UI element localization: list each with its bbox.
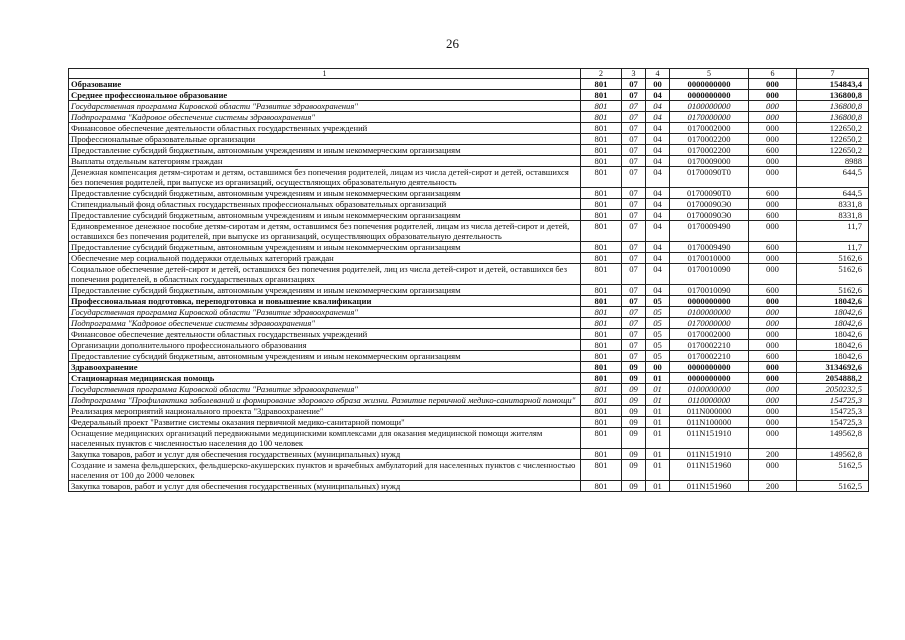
row-expense-type-cell: 000: [749, 264, 797, 285]
row-section-cell: 07: [622, 79, 646, 90]
row-subsection-cell: 04: [646, 210, 670, 221]
row-amount-cell: 2050232,5: [797, 384, 869, 395]
row-code-cell: 801: [581, 112, 622, 123]
row-subsection-cell: 04: [646, 101, 670, 112]
table-row: [69, 460, 869, 481]
row-section-cell: 07: [622, 318, 646, 329]
row-expense-type-cell: 000: [749, 253, 797, 264]
row-code-cell: 801: [581, 406, 622, 417]
row-section-cell: 09: [622, 384, 646, 395]
row-section-cell: 07: [622, 296, 646, 307]
row-subsection-cell: 04: [646, 112, 670, 123]
row-subsection-cell: 01: [646, 373, 670, 384]
row-section-cell: 09: [622, 417, 646, 428]
table-row: [69, 79, 869, 90]
row-expense-type-cell: 600: [749, 285, 797, 296]
table-row: [69, 449, 869, 460]
row-expense-type-cell: 000: [749, 199, 797, 210]
row-code-cell: 801: [581, 351, 622, 362]
row-name-cell: Подпрограмма "Профилактика заболеваний и формирование здорового образа жизни. Развитие первичной медико-санитарной помощи": [69, 395, 581, 406]
row-name-cell: Государственная программа Кировской области "Развитие здравоохранения": [69, 101, 581, 112]
row-code-cell: 801: [581, 318, 622, 329]
table-row: [69, 210, 869, 221]
row-target-article-cell: 011N151960: [670, 460, 749, 481]
header-row: [69, 69, 869, 79]
row-amount-cell: 154725,3: [797, 406, 869, 417]
row-amount-cell: 136800,8: [797, 90, 869, 101]
row-section-cell: 07: [622, 134, 646, 145]
row-target-article-cell: 01700090Э0: [670, 199, 749, 210]
row-name-cell: Создание и замена фельдшерских, фельдшерско-акушерских пунктов и врачебных амбулаторий для населенных пунктов с численностью населения от 100 до 2000 человек: [69, 460, 581, 481]
row-name-cell: Подпрограмма "Кадровое обеспечение системы здравоохранения": [69, 112, 581, 123]
row-subsection-cell: 04: [646, 221, 670, 242]
row-amount-cell: 5162,5: [797, 460, 869, 481]
row-subsection-cell: 04: [646, 264, 670, 285]
row-name-cell: Федеральный проект "Развитие системы оказания первичной медико-санитарной помощи": [69, 417, 581, 428]
row-amount-cell: 122650,2: [797, 145, 869, 156]
row-expense-type-cell: 000: [749, 417, 797, 428]
row-expense-type-cell: 000: [749, 134, 797, 145]
row-amount-cell: 122650,2: [797, 134, 869, 145]
row-amount-cell: 11,7: [797, 221, 869, 242]
row-target-article-cell: 0170009000: [670, 156, 749, 167]
row-expense-type-cell: 000: [749, 384, 797, 395]
column-header: 6: [749, 69, 797, 79]
column-header: 7: [797, 69, 869, 79]
row-expense-type-cell: 200: [749, 449, 797, 460]
row-name-cell: Предоставление субсидий бюджетным, автономным учреждениям и иным некоммерческим организациям: [69, 242, 581, 253]
row-code-cell: 801: [581, 362, 622, 373]
table-row: [69, 362, 869, 373]
table-row: [69, 318, 869, 329]
row-amount-cell: 18042,6: [797, 296, 869, 307]
row-code-cell: 801: [581, 384, 622, 395]
row-expense-type-cell: 000: [749, 221, 797, 242]
row-amount-cell: 2054888,2: [797, 373, 869, 384]
row-code-cell: 801: [581, 264, 622, 285]
row-target-article-cell: 0170009490: [670, 242, 749, 253]
row-amount-cell: 18042,6: [797, 340, 869, 351]
table-row: [69, 428, 869, 449]
row-subsection-cell: 00: [646, 362, 670, 373]
row-section-cell: 09: [622, 406, 646, 417]
table-row: [69, 351, 869, 362]
row-expense-type-cell: 000: [749, 362, 797, 373]
row-subsection-cell: 01: [646, 384, 670, 395]
row-amount-cell: 8988: [797, 156, 869, 167]
row-code-cell: 801: [581, 481, 622, 492]
table-row: [69, 417, 869, 428]
row-target-article-cell: 0000000000: [670, 79, 749, 90]
page-number: 26: [446, 36, 459, 51]
row-amount-cell: 18042,6: [797, 307, 869, 318]
row-code-cell: 801: [581, 428, 622, 449]
row-expense-type-cell: 000: [749, 373, 797, 384]
row-name-cell: Профессиональные образовательные организации: [69, 134, 581, 145]
row-subsection-cell: 01: [646, 428, 670, 449]
table-row: [69, 101, 869, 112]
row-subsection-cell: 05: [646, 307, 670, 318]
row-target-article-cell: 0170009490: [670, 221, 749, 242]
row-target-article-cell: 0170010000: [670, 253, 749, 264]
row-subsection-cell: 04: [646, 123, 670, 134]
row-amount-cell: 5162,5: [797, 481, 869, 492]
table-row: [69, 123, 869, 134]
row-section-cell: 09: [622, 373, 646, 384]
row-amount-cell: 18042,6: [797, 318, 869, 329]
row-amount-cell: 136800,8: [797, 112, 869, 123]
row-section-cell: 07: [622, 210, 646, 221]
row-code-cell: 801: [581, 449, 622, 460]
row-code-cell: 801: [581, 145, 622, 156]
row-expense-type-cell: 000: [749, 428, 797, 449]
row-code-cell: 801: [581, 307, 622, 318]
row-amount-cell: 149562,8: [797, 428, 869, 449]
table-row: [69, 253, 869, 264]
row-section-cell: 07: [622, 264, 646, 285]
row-code-cell: 801: [581, 296, 622, 307]
row-amount-cell: 5162,6: [797, 285, 869, 296]
row-code-cell: 801: [581, 417, 622, 428]
row-name-cell: Организации дополнительного профессионального образования: [69, 340, 581, 351]
row-name-cell: Среднее профессиональное образование: [69, 90, 581, 101]
row-target-article-cell: 0100000000: [670, 307, 749, 318]
row-subsection-cell: 04: [646, 188, 670, 199]
row-expense-type-cell: 600: [749, 188, 797, 199]
row-expense-type-cell: 000: [749, 296, 797, 307]
row-expense-type-cell: 000: [749, 167, 797, 188]
table-row: [69, 296, 869, 307]
table-row: [69, 199, 869, 210]
row-name-cell: Единовременное денежное пособие детям-сиротам и детям, оставшимся без попечения родителей, лицам из числа детей-сирот и детей, оставшихся без попечения родителей, при выпуске из организаций, осуществляющих образовательную деятельность: [69, 221, 581, 242]
row-code-cell: 801: [581, 253, 622, 264]
row-expense-type-cell: 000: [749, 90, 797, 101]
row-section-cell: 07: [622, 167, 646, 188]
table-row: [69, 221, 869, 242]
row-subsection-cell: 05: [646, 340, 670, 351]
table-row: [69, 242, 869, 253]
row-amount-cell: 122650,2: [797, 123, 869, 134]
row-section-cell: 09: [622, 449, 646, 460]
row-subsection-cell: 00: [646, 79, 670, 90]
row-expense-type-cell: 000: [749, 460, 797, 481]
row-name-cell: Выплаты отдельным категориям граждан: [69, 156, 581, 167]
row-expense-type-cell: 000: [749, 406, 797, 417]
row-target-article-cell: 0000000000: [670, 362, 749, 373]
row-name-cell: Обеспечение мер социальной поддержки отдельных категорий граждан: [69, 253, 581, 264]
row-name-cell: Социальное обеспечение детей-сирот и детей, оставшихся без попечения родителей, лиц из числа детей-сирот и детей, оставшихся без попечения родителей, в областных государственных организациях: [69, 264, 581, 285]
row-name-cell: Денежная компенсация детям-сиротам и детям, оставшимся без попечения родителей, лицам из числа детей-сирот и детей, оставшихся без попечения родителей, при выпуске из организаций, осуществляющих образовательную деятельность: [69, 167, 581, 188]
table-row: [69, 395, 869, 406]
table-row: [69, 307, 869, 318]
row-amount-cell: 8331,8: [797, 199, 869, 210]
row-amount-cell: 644,5: [797, 167, 869, 188]
row-section-cell: 07: [622, 101, 646, 112]
row-name-cell: Закупка товаров, работ и услуг для обеспечения государственных (муниципальных) нужд: [69, 481, 581, 492]
table-row: [69, 340, 869, 351]
row-expense-type-cell: 600: [749, 145, 797, 156]
table-row: [69, 156, 869, 167]
row-amount-cell: 3134692,6: [797, 362, 869, 373]
row-code-cell: 801: [581, 373, 622, 384]
row-subsection-cell: 05: [646, 351, 670, 362]
column-header: 3: [622, 69, 646, 79]
row-expense-type-cell: 000: [749, 123, 797, 134]
row-code-cell: 801: [581, 101, 622, 112]
row-subsection-cell: 01: [646, 460, 670, 481]
row-subsection-cell: 04: [646, 253, 670, 264]
budget-table: [68, 68, 869, 492]
row-target-article-cell: 0170002000: [670, 329, 749, 340]
row-target-article-cell: 0170000000: [670, 318, 749, 329]
row-subsection-cell: 04: [646, 145, 670, 156]
row-subsection-cell: 04: [646, 242, 670, 253]
row-section-cell: 09: [622, 460, 646, 481]
table-row: [69, 373, 869, 384]
row-name-cell: Финансовое обеспечение деятельности областных государственных учреждений: [69, 123, 581, 134]
column-header: 4: [646, 69, 670, 79]
row-code-cell: 801: [581, 460, 622, 481]
table-row: [69, 285, 869, 296]
row-target-article-cell: 0170002210: [670, 340, 749, 351]
row-section-cell: 07: [622, 123, 646, 134]
row-target-article-cell: 011N100000: [670, 417, 749, 428]
row-expense-type-cell: 000: [749, 340, 797, 351]
row-amount-cell: 136800,8: [797, 101, 869, 112]
table-row: [69, 112, 869, 123]
row-code-cell: 801: [581, 79, 622, 90]
row-name-cell: Здравоохранение: [69, 362, 581, 373]
row-subsection-cell: 01: [646, 481, 670, 492]
row-code-cell: 801: [581, 210, 622, 221]
row-section-cell: 07: [622, 307, 646, 318]
row-name-cell: Стационарная медицинская помощь: [69, 373, 581, 384]
row-target-article-cell: 01700090Т0: [670, 188, 749, 199]
row-code-cell: 801: [581, 134, 622, 145]
row-code-cell: 801: [581, 188, 622, 199]
row-code-cell: 801: [581, 221, 622, 242]
row-section-cell: 09: [622, 362, 646, 373]
row-name-cell: Предоставление субсидий бюджетным, автономным учреждениям и иным некоммерческим организациям: [69, 188, 581, 199]
row-amount-cell: 18042,6: [797, 351, 869, 362]
row-name-cell: Профессиональная подготовка, переподготовка и повышение квалификации: [69, 296, 581, 307]
row-subsection-cell: 05: [646, 329, 670, 340]
row-expense-type-cell: 000: [749, 307, 797, 318]
table-row: [69, 406, 869, 417]
row-subsection-cell: 01: [646, 406, 670, 417]
row-target-article-cell: 0000000000: [670, 373, 749, 384]
row-name-cell: Предоставление субсидий бюджетным, автономным учреждениям и иным некоммерческим организациям: [69, 351, 581, 362]
table-row: [69, 167, 869, 188]
table-row: [69, 188, 869, 199]
row-expense-type-cell: 000: [749, 101, 797, 112]
row-section-cell: 07: [622, 90, 646, 101]
row-name-cell: Стипендиальный фонд областных государственных профессиональных образовательных организаций: [69, 199, 581, 210]
row-expense-type-cell: 600: [749, 210, 797, 221]
row-subsection-cell: 05: [646, 296, 670, 307]
row-name-cell: Подпрограмма "Кадровое обеспечение системы здравоохранения": [69, 318, 581, 329]
row-code-cell: 801: [581, 285, 622, 296]
row-code-cell: 801: [581, 329, 622, 340]
row-section-cell: 07: [622, 340, 646, 351]
row-name-cell: Оснащение медицинских организаций передвижными медицинскими комплексами для оказания медицинской помощи жителям населенных пунктов с численностью населения до 100 человек: [69, 428, 581, 449]
row-target-article-cell: 011N151910: [670, 428, 749, 449]
row-name-cell: Предоставление субсидий бюджетным, автономным учреждениям и иным некоммерческим организациям: [69, 285, 581, 296]
row-amount-cell: 18042,6: [797, 329, 869, 340]
row-target-article-cell: 0110000000: [670, 395, 749, 406]
row-target-article-cell: 011N151960: [670, 481, 749, 492]
row-amount-cell: 154725,3: [797, 395, 869, 406]
row-section-cell: 07: [622, 351, 646, 362]
row-amount-cell: 5162,6: [797, 253, 869, 264]
column-header: 5: [670, 69, 749, 79]
row-section-cell: 09: [622, 395, 646, 406]
row-subsection-cell: 04: [646, 134, 670, 145]
row-amount-cell: 11,7: [797, 242, 869, 253]
table-row: [69, 90, 869, 101]
row-subsection-cell: 01: [646, 417, 670, 428]
row-name-cell: Предоставление субсидий бюджетным, автономным учреждениям и иным некоммерческим организациям: [69, 210, 581, 221]
row-name-cell: Государственная программа Кировской области "Развитие здравоохранения": [69, 384, 581, 395]
row-amount-cell: 149562,8: [797, 449, 869, 460]
column-header: 1: [69, 69, 581, 79]
table-row: [69, 134, 869, 145]
row-expense-type-cell: 000: [749, 112, 797, 123]
row-name-cell: Реализация мероприятий национального проекта "Здравоохранение": [69, 406, 581, 417]
row-name-cell: Государственная программа Кировской области "Развитие здравоохранения": [69, 307, 581, 318]
row-subsection-cell: 04: [646, 90, 670, 101]
table-row: [69, 145, 869, 156]
row-subsection-cell: 04: [646, 285, 670, 296]
column-header: 2: [581, 69, 622, 79]
row-section-cell: 07: [622, 112, 646, 123]
row-section-cell: 07: [622, 145, 646, 156]
row-expense-type-cell: 200: [749, 481, 797, 492]
row-code-cell: 801: [581, 156, 622, 167]
row-section-cell: 07: [622, 285, 646, 296]
row-amount-cell: 5162,6: [797, 264, 869, 285]
row-target-article-cell: 011N151910: [670, 449, 749, 460]
row-target-article-cell: 0170002200: [670, 145, 749, 156]
row-target-article-cell: 011N000000: [670, 406, 749, 417]
row-subsection-cell: 04: [646, 167, 670, 188]
row-expense-type-cell: 000: [749, 329, 797, 340]
row-target-article-cell: 0000000000: [670, 90, 749, 101]
row-name-cell: Предоставление субсидий бюджетным, автономным учреждениям и иным некоммерческим организациям: [69, 145, 581, 156]
row-target-article-cell: 0170002000: [670, 123, 749, 134]
row-subsection-cell: 05: [646, 318, 670, 329]
table-row: [69, 264, 869, 285]
row-target-article-cell: 0100000000: [670, 384, 749, 395]
row-section-cell: 09: [622, 481, 646, 492]
row-target-article-cell: 0170002210: [670, 351, 749, 362]
row-expense-type-cell: 000: [749, 318, 797, 329]
row-target-article-cell: 0100000000: [670, 101, 749, 112]
row-name-cell: Закупка товаров, работ и услуг для обеспечения государственных (муниципальных) нужд: [69, 449, 581, 460]
row-section-cell: 07: [622, 329, 646, 340]
row-subsection-cell: 01: [646, 449, 670, 460]
row-target-article-cell: 01700090Э0: [670, 210, 749, 221]
row-code-cell: 801: [581, 123, 622, 134]
row-amount-cell: 8331,8: [797, 210, 869, 221]
table-row: [69, 329, 869, 340]
row-expense-type-cell: 000: [749, 156, 797, 167]
row-section-cell: 07: [622, 242, 646, 253]
row-target-article-cell: 0170010090: [670, 264, 749, 285]
table-row: [69, 481, 869, 492]
row-subsection-cell: 04: [646, 199, 670, 210]
row-target-article-cell: 01700090Т0: [670, 167, 749, 188]
row-expense-type-cell: 600: [749, 351, 797, 362]
row-expense-type-cell: 000: [749, 79, 797, 90]
row-amount-cell: 154725,3: [797, 417, 869, 428]
row-target-article-cell: 0000000000: [670, 296, 749, 307]
row-expense-type-cell: 600: [749, 242, 797, 253]
table-row: [69, 384, 869, 395]
row-amount-cell: 154843,4: [797, 79, 869, 90]
row-expense-type-cell: 000: [749, 395, 797, 406]
row-target-article-cell: 0170010090: [670, 285, 749, 296]
row-section-cell: 07: [622, 253, 646, 264]
row-code-cell: 801: [581, 395, 622, 406]
row-subsection-cell: 04: [646, 156, 670, 167]
row-name-cell: Образование: [69, 79, 581, 90]
row-name-cell: Финансовое обеспечение деятельности областных государственных учреждений: [69, 329, 581, 340]
row-code-cell: 801: [581, 242, 622, 253]
row-code-cell: 801: [581, 167, 622, 188]
row-code-cell: 801: [581, 199, 622, 210]
row-amount-cell: 644,5: [797, 188, 869, 199]
row-section-cell: 07: [622, 221, 646, 242]
row-target-article-cell: 0170002200: [670, 134, 749, 145]
row-code-cell: 801: [581, 90, 622, 101]
row-section-cell: 07: [622, 199, 646, 210]
row-section-cell: 07: [622, 156, 646, 167]
row-subsection-cell: 01: [646, 395, 670, 406]
row-section-cell: 07: [622, 188, 646, 199]
row-code-cell: 801: [581, 340, 622, 351]
row-target-article-cell: 0170000000: [670, 112, 749, 123]
row-section-cell: 09: [622, 428, 646, 449]
